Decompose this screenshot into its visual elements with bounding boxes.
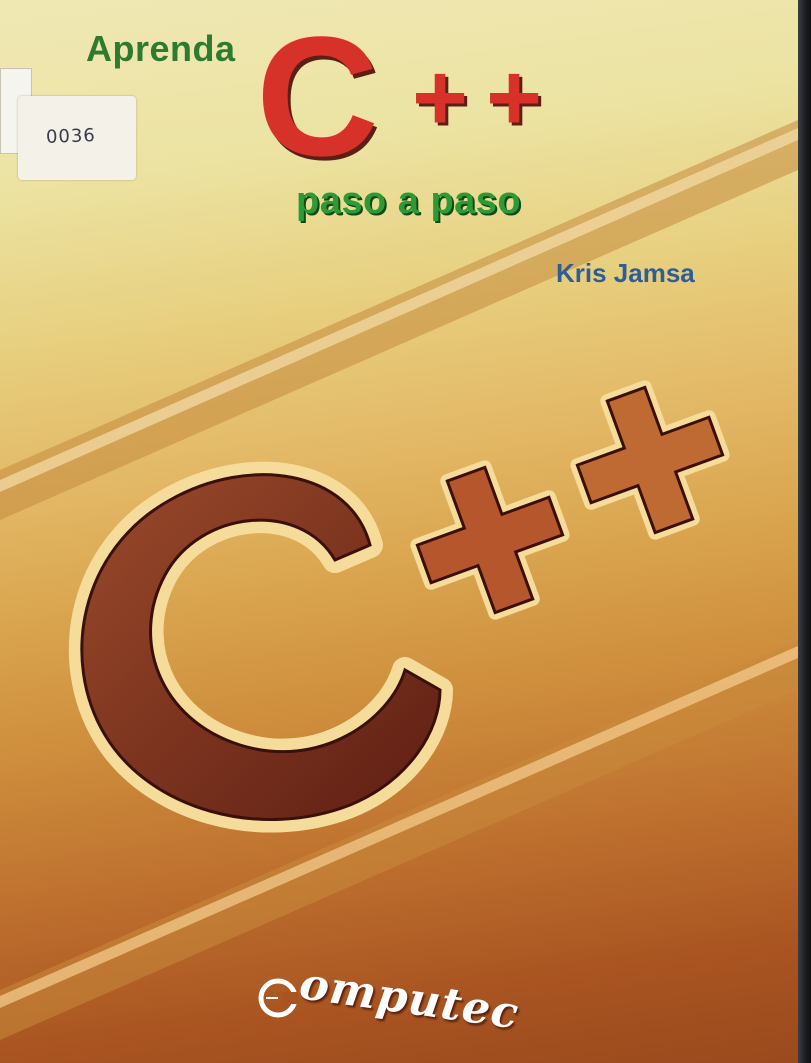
library-sticker-number: 0036 <box>45 125 97 148</box>
publisher-name: omputec <box>296 958 523 1040</box>
title-c-letter: C <box>256 2 375 192</box>
title-prefix: Aprenda <box>86 28 236 69</box>
title-plus-1: + <box>412 44 469 151</box>
book-spine-edge <box>798 0 811 1063</box>
library-sticker <box>18 96 136 180</box>
author-name: Kris Jamsa <box>556 258 695 288</box>
computec-c-mark-icon <box>258 978 298 1018</box>
emblem-plus-2 <box>560 370 739 549</box>
subtitle: paso a paso <box>296 180 522 222</box>
title-plus-2: + <box>486 44 543 151</box>
emblem-plus-1 <box>400 450 579 629</box>
